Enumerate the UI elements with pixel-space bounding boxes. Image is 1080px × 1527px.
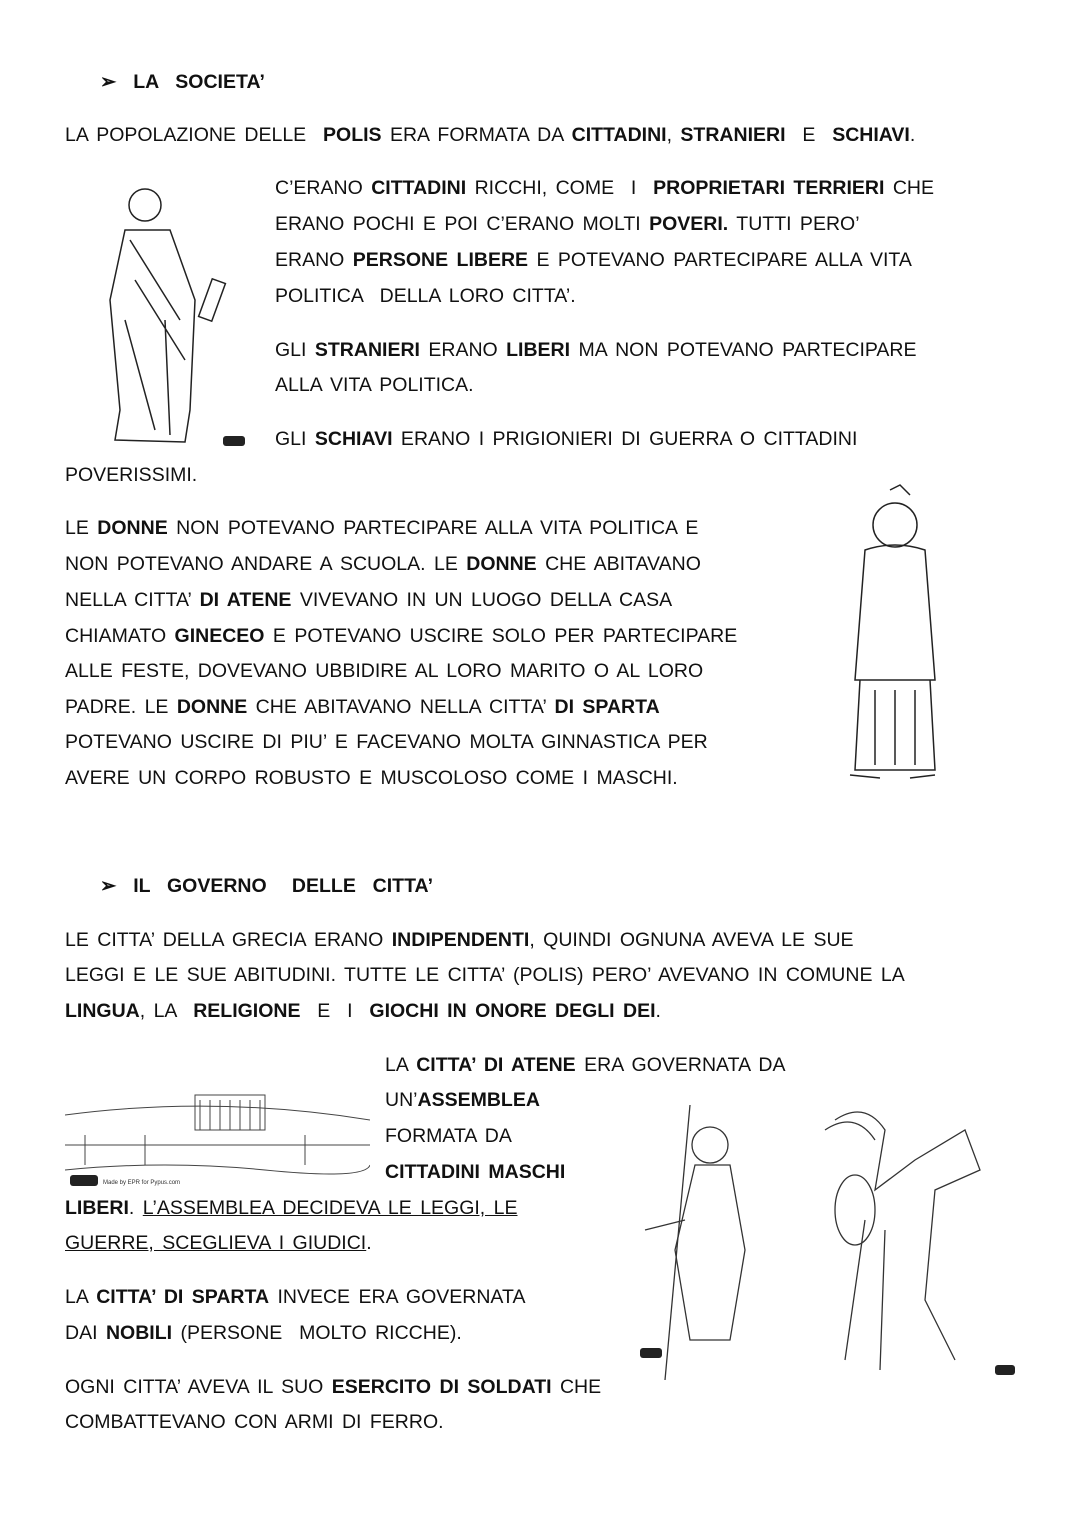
text-line: [65, 1375, 601, 1399]
bold-term: PERSONE LIBERE: [352, 249, 529, 271]
text-segment: LEGGI E LE SUE ABITUDINI. TUTTE LE CITTA’ (POLIS) PERO’ AVEVANO IN COMUNE LA: [65, 964, 905, 986]
section-heading-society: [100, 70, 265, 94]
bold-term: SCHIAVI: [314, 428, 393, 450]
bold-term: STRANIERI: [680, 124, 786, 146]
bold-term: GINECEO: [174, 625, 265, 647]
text-line: [275, 284, 576, 308]
text-segment: COMBATTEVANO CON ARMI DI FERRO.: [65, 1411, 444, 1433]
text-segment: VIVEVANO IN UN LUOGO DELLA CASA: [291, 589, 673, 611]
bold-term: CITTA’ DI SPARTA: [96, 1286, 270, 1308]
bold-term: DI SPARTA: [554, 696, 660, 718]
image-credit: Made by EPR for Pypus.com: [103, 1180, 181, 1186]
text-segment: LA POPOLAZIONE DELLE: [65, 124, 324, 146]
text-segment: , QUINDI OGNUNA AVEVA LE SUE: [529, 929, 854, 951]
text-segment: ERANO: [419, 339, 507, 361]
bold-term: PROPRIETARI TERRIERI: [653, 177, 885, 199]
text-line: [275, 176, 934, 200]
text-segment: RICCHI, COME I: [466, 177, 654, 199]
bold-term: INDIPENDENTI: [391, 929, 530, 951]
text-segment: LA: [385, 1054, 417, 1076]
text-segment: TUTTI PERO’: [728, 213, 860, 235]
text-segment: , LA: [139, 1000, 194, 1022]
bold-term: LIBERI: [506, 339, 571, 361]
text-line: [275, 248, 912, 272]
bold-term: ESERCITO DI SOLDATI: [331, 1376, 552, 1398]
text-segment: CHE ABITAVANO: [536, 553, 701, 575]
text-line: [65, 659, 703, 683]
text-line: [65, 1231, 372, 1255]
text-segment: NON POTEVANO ANDARE A SCUOLA. LE: [65, 553, 467, 575]
text-segment: ,: [666, 124, 681, 146]
bold-term: STRANIERI: [314, 339, 420, 361]
bold-term: CITTA’ DI ATENE: [416, 1054, 576, 1076]
text-line: [385, 1088, 540, 1112]
text-line: [65, 928, 854, 952]
bold-term: DI ATENE: [199, 589, 292, 611]
text-segment: E I: [300, 1000, 370, 1022]
bold-term: GIOCHI IN ONORE DEGLI DEI: [369, 1000, 656, 1022]
bold-term: CITTADINI MASCHI: [385, 1161, 566, 1183]
text-segment: ALLA VITA POLITICA.: [275, 374, 474, 396]
text-segment: ERA GOVERNATA DA: [575, 1054, 786, 1076]
text-segment: CHIAMATO: [65, 625, 175, 647]
text-segment: .: [909, 124, 916, 146]
text-segment: ERANO: [275, 249, 353, 271]
text-line: [65, 463, 197, 487]
text-segment: E POTEVANO PARTECIPARE ALLA VITA: [528, 249, 912, 271]
text-segment: L’ASSEMBLEA DECIDEVA LE LEGGI, LE: [142, 1197, 518, 1219]
text-segment: INVECE ERA GOVERNATA: [269, 1286, 526, 1308]
warriors-illustration: [635, 1100, 1015, 1385]
bullet-icon: ➢: [100, 875, 117, 897]
bold-term: DONNE: [97, 517, 168, 539]
text-segment: ERANO POCHI E POI C’ERANO MOLTI: [275, 213, 650, 235]
text-line: [275, 212, 860, 236]
text-line: [65, 766, 678, 790]
text-segment: C’ERANO: [275, 177, 372, 199]
text-segment: AVERE UN CORPO ROBUSTO E MUSCOLOSO COME I MASCHI.: [65, 767, 678, 789]
text-segment: E: [785, 124, 833, 146]
heading-text: LA SOCIETA’: [133, 71, 265, 93]
bold-term: CITTADINI: [571, 124, 667, 146]
text-line: [275, 427, 857, 451]
bold-term: RELIGIONE: [193, 1000, 301, 1022]
text-line: [65, 999, 661, 1023]
text-line: [385, 1124, 512, 1148]
text-segment: DAI: [65, 1322, 106, 1344]
bold-term: SCHIAVI: [832, 124, 910, 146]
text-line: [65, 1410, 444, 1434]
text-segment: PADRE. LE: [65, 696, 177, 718]
text-segment: GLI: [275, 428, 315, 450]
bold-term: ASSEMBLEA: [417, 1089, 540, 1111]
text-segment: NELLA CITTA’: [65, 589, 200, 611]
woman-illustration: [835, 480, 955, 785]
text-segment: GUERRE, SCEGLIEVA I GIUDICI: [65, 1232, 367, 1254]
bold-term: POLIS: [323, 124, 382, 146]
bullet-icon: ➢: [100, 71, 117, 93]
text-segment: UN’: [385, 1089, 418, 1111]
bold-term: LINGUA: [65, 1000, 140, 1022]
acropolis-illustration: [65, 1075, 370, 1190]
citizen-illustration: [95, 180, 245, 455]
text-segment: (PERSONE MOLTO RICCHE).: [172, 1322, 462, 1344]
text-segment: POVERISSIMI.: [65, 464, 198, 486]
bold-term: NOBILI: [105, 1322, 173, 1344]
text-line: [385, 1160, 565, 1184]
text-line: [65, 588, 672, 612]
text-line: [65, 1196, 518, 1220]
text-segment: CHE ABITAVANO NELLA CITTA’: [247, 696, 555, 718]
bold-term: LIBERI: [65, 1197, 129, 1219]
text-segment: ERA FORMATA DA: [381, 124, 572, 146]
bold-term: POVERI.: [649, 213, 729, 235]
text-segment: E POTEVANO USCIRE SOLO PER PARTECIPARE: [264, 625, 738, 647]
text-segment: LE CITTA’ DELLA GRECIA ERANO: [65, 929, 392, 951]
text-line: [275, 338, 917, 362]
text-segment: MA NON POTEVANO PARTECIPARE: [570, 339, 917, 361]
heading-text: IL GOVERNO DELLE CITTA’: [133, 875, 433, 897]
text-line: [65, 730, 708, 754]
text-segment: .: [128, 1197, 143, 1219]
text-line: [385, 1053, 786, 1077]
text-segment: NON POTEVANO PARTECIPARE ALLA VITA POLITICA E: [167, 517, 699, 539]
text-line: [65, 123, 915, 147]
bold-term: DONNE: [176, 696, 248, 718]
bold-term: DONNE: [466, 553, 537, 575]
text-line: [65, 552, 701, 576]
text-line: [65, 1285, 525, 1309]
text-segment: ALLE FESTE, DOVEVANO UBBIDIRE AL LORO MARITO O AL LORO: [65, 660, 704, 682]
text-segment: CHE: [551, 1376, 602, 1398]
text-segment: LE: [65, 517, 98, 539]
text-segment: CHE: [884, 177, 935, 199]
section-heading-government: [100, 874, 433, 898]
text-segment: GLI: [275, 339, 315, 361]
text-segment: FORMATA DA: [385, 1125, 512, 1147]
text-segment: ERANO I PRIGIONIERI DI GUERRA O CITTADINI: [392, 428, 858, 450]
text-segment: POTEVANO USCIRE DI PIU’ E FACEVANO MOLTA GINNASTICA PER: [65, 731, 708, 753]
text-segment: OGNI CITTA’ AVEVA IL SUO: [65, 1376, 332, 1398]
text-line: [65, 624, 737, 648]
text-segment: POLITICA DELLA LORO CITTA’.: [275, 285, 576, 307]
text-line: [65, 1321, 462, 1345]
text-line: [65, 695, 660, 719]
text-line: [275, 373, 474, 397]
text-line: [65, 963, 905, 987]
text-segment: .: [366, 1232, 372, 1254]
text-line: [65, 516, 698, 540]
bold-term: CITTADINI: [371, 177, 467, 199]
text-segment: LA: [65, 1286, 97, 1308]
text-segment: .: [655, 1000, 661, 1022]
